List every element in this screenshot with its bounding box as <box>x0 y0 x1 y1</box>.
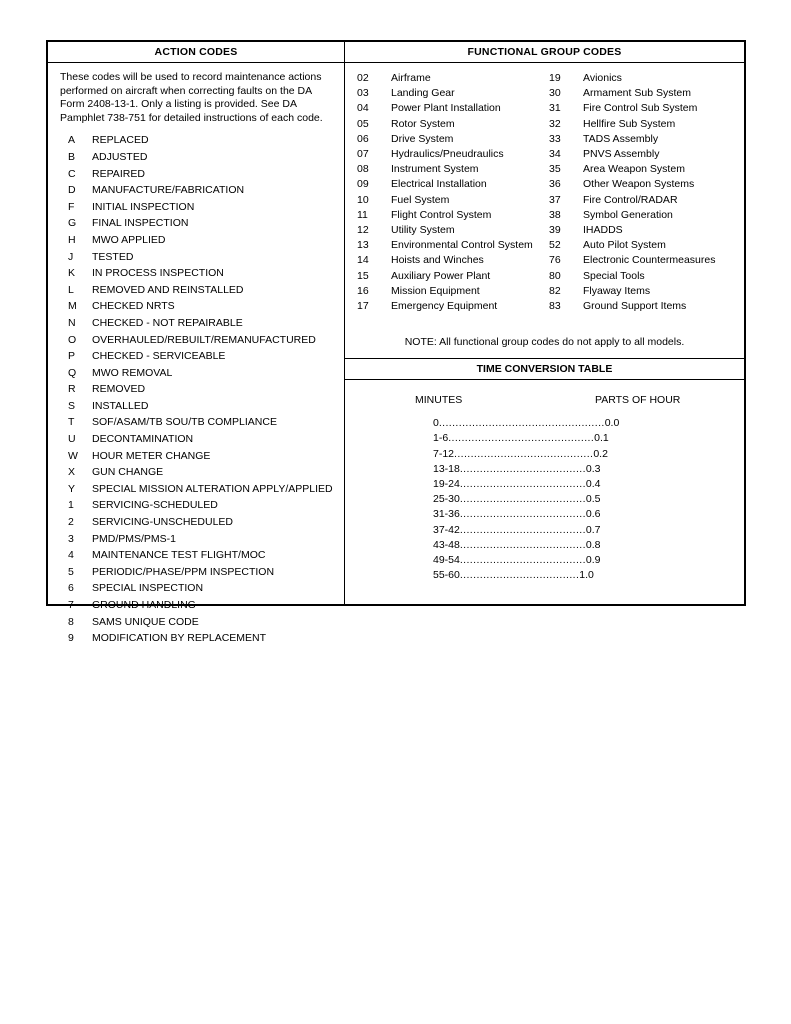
action-code-row <box>48 564 344 581</box>
action-code-key: Q <box>68 366 77 379</box>
action-code-key: 8 <box>68 615 74 628</box>
action-code-row <box>48 282 344 299</box>
functional-group-code-row <box>549 162 715 177</box>
action-codes-column <box>48 42 345 645</box>
time-conversion-minutes: 13-18 <box>433 462 460 475</box>
time-conversion-minutes: 37-42 <box>433 523 460 536</box>
action-code-key: U <box>68 433 76 446</box>
time-conversion-row <box>433 538 744 553</box>
time-conversion-part-of-hour: 0.9 <box>585 554 601 567</box>
action-codes-heading: ACTION CODES <box>48 42 344 63</box>
action-code-description: CHECKED - NOT REPAIRABLE <box>92 316 243 329</box>
functional-group-code-row <box>549 177 715 192</box>
functional-group-codes-column-1 <box>357 71 549 314</box>
functional-group-code-number: 02 <box>357 72 369 84</box>
action-code-description: REMOVED AND REINSTALLED <box>92 283 244 296</box>
action-code-row <box>48 232 344 249</box>
time-conversion-part-of-hour: 0.2 <box>593 447 608 460</box>
functional-group-code-number: 16 <box>357 284 369 297</box>
functional-group-code-number: 39 <box>549 224 561 237</box>
action-code-key: O <box>68 333 77 346</box>
functional-group-code-name: Auxiliary Power Plant <box>391 269 491 282</box>
action-code-key: F <box>68 200 75 213</box>
action-code-row <box>48 132 344 149</box>
functional-group-code-name: Electronic Countermeasures <box>583 254 716 267</box>
functional-group-code-name: Environmental Control System <box>391 239 533 252</box>
action-code-row <box>48 398 344 415</box>
functional-group-code-name: Fuel System <box>391 193 450 206</box>
functional-group-code-row <box>549 117 715 132</box>
functional-group-code-row <box>549 193 715 208</box>
action-code-row <box>48 265 344 282</box>
functional-group-code-name: Rotor System <box>391 117 455 130</box>
time-conversion-leader-dots: .......................................... <box>454 447 594 460</box>
action-code-row <box>48 166 344 183</box>
action-code-row <box>48 630 344 647</box>
time-conversion-leader-dots: ...................................... <box>459 538 586 551</box>
functional-group-code-row <box>357 208 549 223</box>
time-conversion-part-of-hour: 0.1 <box>594 432 609 445</box>
functional-group-code-row <box>357 101 549 116</box>
time-conversion-minutes: 1-6 <box>433 432 449 445</box>
functional-group-code-number: 82 <box>549 284 561 297</box>
action-code-key: 4 <box>68 549 74 562</box>
time-conversion-leader-dots: ...................................... <box>459 493 586 506</box>
action-code-row <box>48 448 344 465</box>
action-code-key: J <box>68 250 74 263</box>
functional-group-code-row <box>549 86 715 101</box>
functional-group-code-number: 08 <box>357 163 369 176</box>
functional-group-code-number: 37 <box>549 193 561 206</box>
action-code-key: Y <box>68 482 76 495</box>
action-code-description: SPECIAL INSPECTION <box>92 582 204 595</box>
functional-group-code-number: 35 <box>549 163 561 176</box>
action-code-row <box>48 199 344 216</box>
action-code-key: C <box>68 167 76 180</box>
action-code-key: B <box>68 150 76 163</box>
action-code-description: MAINTENANCE TEST FLIGHT/MOC <box>92 549 266 562</box>
functional-group-code-number: 36 <box>549 178 561 191</box>
action-code-description: INITIAL INSPECTION <box>92 200 195 213</box>
time-conversion-row <box>433 568 744 583</box>
time-conversion-part-of-hour: 0.6 <box>585 508 601 521</box>
action-code-row <box>48 497 344 514</box>
functional-group-code-number: 33 <box>549 132 561 145</box>
functional-group-code-name: Ground Support Items <box>583 300 687 313</box>
time-conversion-row <box>433 447 744 462</box>
action-codes-intro: These codes will be used to record maintenance actions performed on aircraft when correcting faults on the DA Form 2408-13-1. Only a listing is provided. See DA Pamphlet 738-751 for detailed instructions of each code. <box>60 71 323 124</box>
action-code-description: OVERHAULED/REBUILT/REMANUFACTURED <box>92 333 316 346</box>
functional-group-code-row <box>357 284 549 299</box>
time-conversion-minutes: 31-36 <box>433 508 460 521</box>
functional-group-code-row <box>549 132 715 147</box>
functional-group-code-number: 11 <box>357 208 368 221</box>
functional-group-code-row <box>549 101 715 116</box>
time-conversion-row <box>433 477 744 492</box>
action-code-description: INSTALLED <box>92 399 149 412</box>
action-code-row <box>48 531 344 548</box>
action-code-key: G <box>68 217 77 230</box>
action-code-key: W <box>68 449 78 462</box>
action-code-row <box>48 332 344 349</box>
functional-group-code-row <box>357 177 549 192</box>
functional-group-codes-body <box>345 63 744 358</box>
functional-group-code-name: Area Weapon System <box>583 163 685 176</box>
action-code-description: DECONTAMINATION <box>92 433 194 446</box>
action-code-description: CHECKED NRTS <box>92 300 175 313</box>
functional-group-code-row <box>357 132 549 147</box>
functional-group-code-row <box>549 269 715 284</box>
functional-group-code-name: Airframe <box>391 72 431 84</box>
time-conversion-col-minutes: MINUTES <box>415 394 463 407</box>
functional-group-code-number: 52 <box>549 239 561 252</box>
action-code-key: 3 <box>68 532 74 545</box>
action-code-description: SERVICING-SCHEDULED <box>92 499 218 512</box>
functional-group-code-row <box>357 86 549 101</box>
functional-group-code-name: Armament Sub System <box>583 87 691 100</box>
action-code-description: IN PROCESS INSPECTION <box>92 267 224 280</box>
functional-group-code-name: Hoists and Winches <box>391 254 484 267</box>
time-conversion-leader-dots: ...................................... <box>459 554 586 567</box>
action-code-description: MANUFACTURE/FABRICATION <box>92 184 245 197</box>
action-code-key: X <box>68 466 76 479</box>
action-code-key: P <box>68 350 76 363</box>
functional-group-code-number: 04 <box>357 102 369 115</box>
action-code-key: A <box>68 134 76 147</box>
functional-group-code-row <box>549 208 715 223</box>
time-conversion-row <box>433 431 744 446</box>
action-code-row <box>48 381 344 398</box>
functional-group-code-name: Auto Pilot System <box>583 239 666 252</box>
action-code-row <box>48 414 344 431</box>
action-code-description: MWO APPLIED <box>92 233 166 246</box>
time-conversion-row <box>433 507 744 522</box>
functional-group-code-number: 38 <box>549 208 561 221</box>
functional-group-code-name: Fire Control/RADAR <box>583 193 678 206</box>
time-conversion-leader-dots: ...................................... <box>459 462 586 475</box>
functional-group-code-number: 15 <box>357 269 369 282</box>
action-code-row <box>48 547 344 564</box>
time-conversion-body <box>345 380 744 583</box>
functional-group-code-row <box>357 162 549 177</box>
time-conversion-part-of-hour: 0.5 <box>585 493 601 506</box>
functional-group-code-number: 06 <box>357 132 369 145</box>
functional-group-codes-column-2 <box>549 71 715 314</box>
functional-group-code-number: 10 <box>357 193 369 206</box>
action-code-key: 7 <box>68 599 74 611</box>
time-conversion-minutes: 7-12 <box>433 447 455 460</box>
time-conversion-leader-dots: ...................................... <box>459 478 586 491</box>
time-conversion-part-of-hour: 0.8 <box>585 538 601 551</box>
action-code-description: TESTED <box>92 250 134 263</box>
functional-group-code-name: Other Weapon Systems <box>583 178 695 191</box>
time-conversion-heading: TIME CONVERSION TABLE <box>345 358 744 380</box>
time-conversion-leader-dots: .................................... <box>459 569 580 582</box>
action-code-row <box>48 514 344 531</box>
functional-group-code-name: TADS Assembly <box>583 132 659 145</box>
action-code-key: N <box>68 316 76 329</box>
action-code-key: 5 <box>68 565 74 578</box>
action-code-description: PERIODIC/PHASE/PPM INSPECTION <box>92 565 275 578</box>
functional-group-code-row <box>549 238 715 253</box>
functional-group-code-name: Landing Gear <box>391 87 455 100</box>
action-code-row <box>48 348 344 365</box>
functional-group-code-number: 32 <box>549 117 561 130</box>
action-code-row <box>48 249 344 266</box>
functional-group-code-number: 03 <box>357 87 369 100</box>
functional-group-code-number: 14 <box>357 254 369 267</box>
functional-group-code-name: Symbol Generation <box>583 208 673 221</box>
action-code-key: 9 <box>68 632 74 645</box>
time-conversion-row <box>433 416 744 431</box>
functional-group-codes-heading: FUNCTIONAL GROUP CODES <box>345 42 744 63</box>
functional-group-code-row <box>357 117 549 132</box>
time-conversion-part-of-hour: 0.3 <box>585 462 601 475</box>
action-code-description: REPAIRED <box>92 167 145 180</box>
time-conversion-leader-dots: .................................................. <box>438 417 605 430</box>
action-code-row <box>48 614 344 631</box>
action-code-description: CHECKED - SERVICEABLE <box>92 350 226 363</box>
action-code-row <box>48 597 344 614</box>
functional-group-code-number: 83 <box>549 300 561 313</box>
time-conversion-minutes: 55-60 <box>433 569 460 582</box>
functional-group-code-number: 80 <box>549 269 561 282</box>
time-conversion-leader-dots: ............................................ <box>448 432 595 445</box>
action-code-key: L <box>68 283 74 296</box>
action-code-row <box>48 464 344 481</box>
action-code-key: D <box>68 184 76 197</box>
functional-group-code-number: 34 <box>549 148 561 161</box>
functional-group-code-number: 09 <box>357 178 369 191</box>
action-code-description: PMD/PMS/PMS-1 <box>92 532 177 545</box>
functional-group-code-name: Emergency Equipment <box>391 300 498 313</box>
action-code-row <box>48 481 344 498</box>
functional-group-code-row <box>357 269 549 284</box>
action-code-key: 1 <box>68 499 74 512</box>
action-code-key: H <box>68 233 76 246</box>
action-code-row <box>48 149 344 166</box>
functional-group-code-number: 76 <box>549 254 561 267</box>
action-code-key: K <box>68 267 76 280</box>
action-code-description: ADJUSTED <box>92 150 148 163</box>
functional-group-code-name: Special Tools <box>583 269 645 282</box>
functional-group-code-name: Hellfire Sub System <box>583 117 676 130</box>
functional-group-code-name: Hydraulics/Pneudraulics <box>391 148 504 161</box>
time-conversion-row <box>433 523 744 538</box>
functional-group-code-name: Utility System <box>391 224 455 237</box>
functional-group-code-row <box>549 253 715 268</box>
functional-group-code-number: 17 <box>357 300 369 313</box>
action-code-description: FINAL INSPECTION <box>92 217 189 230</box>
functional-group-code-row <box>357 299 549 314</box>
time-conversion-row <box>433 553 744 568</box>
functional-group-code-name: Flyaway Items <box>583 284 651 297</box>
functional-group-code-number: 30 <box>549 87 561 100</box>
action-code-key: T <box>68 416 75 429</box>
action-code-row <box>48 215 344 232</box>
action-code-row <box>48 431 344 448</box>
functional-group-code-row <box>357 193 549 208</box>
action-code-description: SPECIAL MISSION ALTERATION APPLY/APPLIED <box>92 482 333 495</box>
time-conversion-col-parts: PARTS OF HOUR <box>595 394 681 407</box>
time-conversion-row <box>433 492 744 507</box>
functional-group-codes-note: NOTE: All functional group codes do not apply to all models. <box>404 336 685 349</box>
functional-group-code-row <box>357 238 549 253</box>
time-conversion-leader-dots: ...................................... <box>459 523 586 536</box>
functional-group-code-number: 19 <box>549 72 561 84</box>
time-conversion-row <box>433 462 744 477</box>
action-code-row <box>48 580 344 597</box>
functional-group-code-row <box>549 147 715 162</box>
functional-group-code-name: Electrical Installation <box>391 178 487 191</box>
action-code-row <box>48 315 344 332</box>
form-container <box>46 40 746 645</box>
functional-group-code-name: Avionics <box>583 72 622 84</box>
functional-group-code-name: Mission Equipment <box>391 284 480 297</box>
time-conversion-minutes: 25-30 <box>433 493 460 506</box>
time-conversion-part-of-hour: 1.0 <box>579 569 594 582</box>
action-code-description: REPLACED <box>92 134 149 147</box>
functional-group-code-name: Flight Control System <box>391 208 492 221</box>
time-conversion-minutes: 0 <box>433 417 439 430</box>
action-code-key: 6 <box>68 582 74 595</box>
action-code-description: SAMS UNIQUE CODE <box>92 615 199 628</box>
functional-group-code-name: PNVS Assembly <box>583 148 660 161</box>
functional-group-code-number: 13 <box>357 239 369 252</box>
time-conversion-part-of-hour: 0.0 <box>604 417 620 430</box>
functional-group-code-row <box>357 223 549 238</box>
time-conversion-leader-dots: ...................................... <box>459 508 586 521</box>
functional-group-code-row <box>357 71 549 86</box>
action-code-description: SOF/ASAM/TB SOU/TB COMPLIANCE <box>92 416 277 429</box>
functional-group-code-name: Fire Control Sub System <box>583 102 698 115</box>
time-conversion-minutes: 43-48 <box>433 538 460 551</box>
action-code-key: 2 <box>68 516 74 529</box>
functional-group-code-row <box>549 284 715 299</box>
functional-group-code-row <box>357 147 549 162</box>
action-code-description: HOUR METER CHANGE <box>92 449 211 462</box>
time-conversion-minutes: 49-54 <box>433 554 460 567</box>
functional-group-code-name: IHADDS <box>583 224 623 237</box>
action-code-key: R <box>68 383 76 396</box>
functional-group-code-number: 31 <box>549 102 561 115</box>
functional-group-code-row <box>357 253 549 268</box>
action-codes-list <box>48 129 344 646</box>
functional-group-code-row <box>549 299 715 314</box>
functional-group-code-number: 07 <box>357 148 369 161</box>
action-code-description: MWO REMOVAL <box>92 366 173 379</box>
functional-group-code-number: 12 <box>357 224 369 237</box>
action-code-key: S <box>68 399 76 412</box>
functional-group-code-number: 05 <box>357 117 369 130</box>
functional-group-code-name: Power Plant Installation <box>391 102 501 115</box>
action-code-description: SERVICING-UNSCHEDULED <box>92 516 233 529</box>
action-code-row <box>48 182 344 199</box>
action-code-key: M <box>68 300 77 313</box>
action-code-row <box>48 298 344 315</box>
time-conversion-minutes: 19-24 <box>433 478 460 491</box>
time-conversion-part-of-hour: 0.7 <box>585 523 601 536</box>
functional-group-code-name: Drive System <box>391 132 454 145</box>
action-code-description: GUN CHANGE <box>92 466 164 479</box>
action-code-description: MODIFICATION BY REPLACEMENT <box>92 632 267 645</box>
time-conversion-rows <box>345 416 744 583</box>
time-conversion-part-of-hour: 0.4 <box>585 478 601 491</box>
functional-group-code-row <box>549 71 715 86</box>
functional-group-code-row <box>549 223 715 238</box>
action-code-description: GROUND HANDLING <box>92 599 196 611</box>
functional-group-code-name: Instrument System <box>391 163 479 176</box>
action-code-description: REMOVED <box>92 383 146 396</box>
right-column <box>345 42 744 604</box>
action-code-row <box>48 365 344 382</box>
